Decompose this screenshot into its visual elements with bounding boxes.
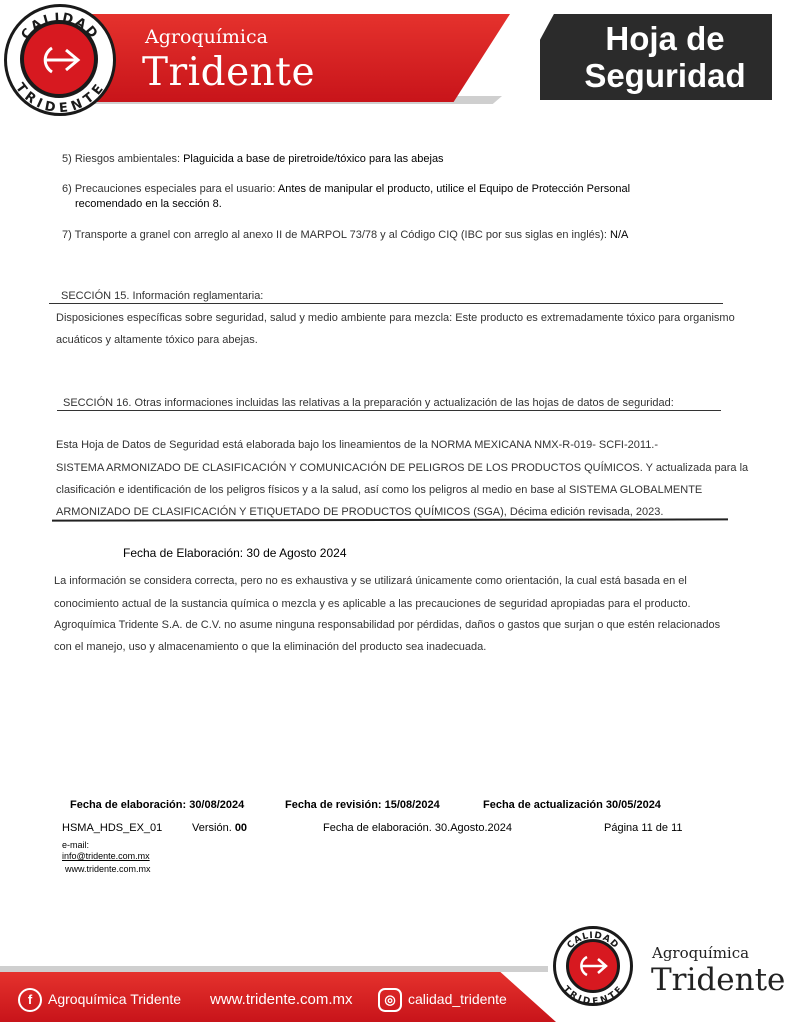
elaboracion-line2: conocimiento actual de la sustancia química o mezcla y es aplicable a las precauciones de seguridad apropiadas para el producto. [54, 598, 691, 610]
page-number [604, 822, 683, 834]
page-label: Página [604, 822, 642, 834]
footer-seal-bottom-text: TRIDENTE [560, 984, 626, 1006]
item-label: 6) Precauciones especiales para el usuario: [62, 183, 278, 195]
page-total: 11 [671, 822, 683, 834]
section15-line2: acuáticos y altamente tóxico para abejas. [56, 334, 258, 346]
elaboracion-line1: La información se considera correcta, pero no es exhaustiva y se utilizará únicamente como orientación, la cual está basada en el [54, 575, 687, 587]
footer-seal-top-text: CALIDAD [565, 930, 621, 952]
fecha-elaboracion: Fecha de elaboración: 30/08/2024 [70, 799, 245, 811]
footer-website-link[interactable]: www.tridente.com.mx [210, 991, 353, 1008]
header-brand-name: Tridente [142, 50, 316, 95]
doc-title-line1: Hoja de [605, 20, 725, 57]
seal-top-text: CALIDAD [18, 10, 102, 43]
section15-title: SECCIÓN 15. Información reglamentaria: [61, 290, 264, 302]
item-value: Antes de manipular el producto, utilice el Equipo de Protección Personal [277, 183, 631, 195]
email-label: e-mail: [62, 840, 90, 850]
doc-title-line2: Seguridad [584, 57, 746, 94]
doc-title [560, 20, 770, 94]
fecha-revision: Fecha de revisión: 15/08/2024 [285, 799, 440, 811]
seal-bottom-text: TRIDENTE [12, 80, 108, 116]
doc-code: HSMA_HDS_EX_01 [62, 822, 163, 834]
fecha-value: 30.Agosto.2024 [434, 822, 512, 834]
item-riesgos-ambientales [62, 152, 444, 166]
footer-seal-lettering [553, 926, 633, 1006]
instagram-icon[interactable]: ◎ [378, 988, 402, 1012]
email-link[interactable]: info@tridente.com.mx [62, 851, 150, 861]
website-link[interactable]: www.tridente.com.mx [65, 864, 151, 874]
footer-shadow [0, 966, 548, 972]
section15-rule [49, 303, 723, 304]
item-value-cont: recomendado en la sección 8. [75, 198, 222, 210]
svg-text:TRIDENTE [561, 985, 626, 1006]
fecha-actualizacion: Fecha de actualización 30/05/2024 [483, 799, 661, 811]
doc-fecha [323, 822, 512, 834]
footer-trident-icon [581, 957, 606, 975]
footer-brand-name: Tridente [651, 962, 786, 998]
facebook-link[interactable]: Agroquímica Tridente [48, 991, 182, 1007]
item-precauciones [62, 182, 630, 196]
svg-text:TRIDENTE [12, 80, 108, 116]
item-transporte [62, 228, 628, 242]
version-value: 00 [234, 822, 248, 834]
section16-line4: ARMONIZADO DE CLASIFICACIÓN Y ETIQUETADO DE PRODUCTOS QUÍMICOS (SGA), Décima edición revisada, 2023. [56, 506, 664, 518]
footer-brand-small: Agroquímica [652, 944, 750, 962]
item-label: 5) Riesgos ambientales: [62, 153, 184, 165]
elaboracion-line3: Agroquímica Tridente S.A. de C.V. no asume ninguna responsabilidad por pérdidas, daños o gastos que surjan o que estén relacionados [54, 619, 721, 631]
section16-line2: SISTEMA ARMONIZADO DE CLASIFICACIÓN Y COMUNICACIÓN DE PELIGROS DE LOS PRODUCTOS QUÍMICOS. Y actualizada para la [56, 462, 749, 474]
header-brand-small: Agroquímica [145, 26, 268, 48]
instagram-link[interactable]: calidad_tridente [408, 991, 507, 1007]
elaboracion-line4: con el manejo, uso y almacenamiento o que la eliminación del producto sea inadecuada. [54, 641, 487, 653]
fecha-label: Fecha de elaboración. [323, 822, 435, 834]
section16-title: SECCIÓN 16. Otras informaciones incluidas las relativas a la preparación y actualización de las hojas de datos de seguridad: [63, 397, 674, 409]
item-precauciones-cont [75, 197, 222, 211]
section16-rule [57, 410, 721, 411]
section16-bottom-rule [52, 518, 728, 521]
item-value: Plaguicida a base de piretroide/tóxico para las abejas [183, 153, 444, 165]
item-label: 7) Transporte a granel con arreglo al anexo II de MARPOL 73/78 y al Código CIQ (IBC por sus siglas en inglés): [62, 229, 611, 241]
elaboracion-title: Fecha de Elaboración: 30 de Agosto 2024 [123, 546, 347, 560]
doc-version [192, 822, 247, 834]
page-current: 11 [641, 822, 653, 834]
seal-lettering [4, 4, 116, 116]
trident-icon [44, 48, 78, 72]
svg-text:CALIDAD [19, 11, 102, 43]
facebook-icon[interactable]: f [18, 988, 42, 1012]
section16-line1: Esta Hoja de Datos de Seguridad está elaborada bajo los lineamientos de la NORMA MEXICANA NMX-R-019- SCFI-2011.- [56, 439, 659, 451]
svg-text:CALIDAD [566, 931, 621, 951]
page-of: de [652, 822, 672, 834]
item-value: N/A [610, 229, 629, 241]
section15-line1: Disposiciones específicas sobre seguridad, salud y medio ambiente para mezcla: Este producto es extremadamente tóxico para organismo [56, 312, 735, 324]
version-label: Versión. [192, 822, 235, 834]
section16-line3: clasificación e identificación de los peligros físicos y a la salud, así como los peligros al medio en base al SISTEMA GLOBALMENTE [56, 484, 703, 496]
